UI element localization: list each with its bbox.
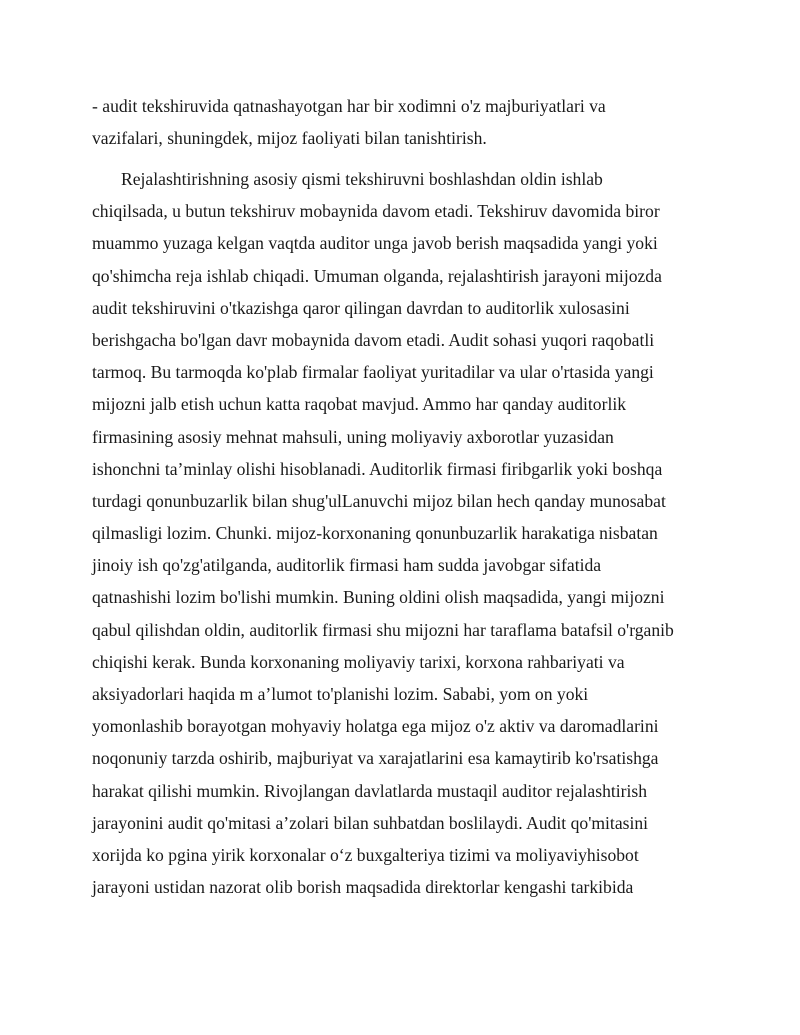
text-line: mijozni jalb etish uchun katta raqobat mavjud. Ammo har qanday auditorlik: [92, 394, 627, 415]
text-line: harakat qilishi mumkin. Rivojlangan davlatlarda mustaqil auditor rejalashtirish: [92, 780, 648, 801]
text-line: firmasining asosiy mehnat mahsuli, uning moliyaviy axborotlar yuzasidan: [92, 426, 614, 447]
text-line: qatnashishi lozim bo'lishi mumkin. Buning oldini olish maqsadida, yangi mijozni: [92, 587, 665, 608]
text-line: xorijda ko pgina yirik korxonalar o‘z buxgalteriya tizimi va moliyaviyhisobot: [92, 844, 639, 865]
paragraph-planning: [92, 163, 712, 903]
text-line: Rejalashtirishning asosiy qismi tekshiruvni boshlashdan oldin ishlab: [121, 169, 603, 189]
text-line: qo'shimcha reja ishlab chiqadi. Umuman olganda, rejalashtirish jarayoni mijozda: [92, 265, 662, 286]
text-line: ishonchni ta’minlay olishi hisoblanadi. Auditorlik firmasi firibgarlik yoki boshqa: [92, 458, 663, 479]
text-line: berishgacha bo'lgan davr mobaynida davom etadi. Audit sohasi yuqori raqobatli: [92, 329, 655, 350]
text-line: audit tekshiruvini o'tkazishga qaror qilingan davrdan to auditorlik xulosasini: [92, 297, 630, 318]
text-line: vazifalari, shuningdek, mijoz faoliyati bilan tanishtirish.: [92, 128, 487, 149]
text-line: jarayonini audit qo'mitasi a’zolari bilan suhbatdan boslilaydi. Audit qo'mitasini: [92, 812, 649, 833]
text-line: chiqilsada, u butun tekshiruv mobaynida davom etadi. Tekshiruv davomida biror: [92, 201, 660, 222]
text-line: tarmoq. Bu tarmoqda ko'plab firmalar faoliyat yuritadilar va ular o'rtasida yangi: [92, 362, 654, 383]
text-line: muammo yuzaga kelgan vaqtda auditor unga javob berish maqsadida yangi yoki: [92, 233, 658, 254]
text-line: jarayoni ustidan nazorat olib borish maqsadida direktorlar kengashi tarkibida: [92, 877, 634, 898]
text-line: noqonuniy tarzda oshirib, majburiyat va xarajatlarini esa kamaytirib ko'rsatishga: [92, 748, 659, 769]
text-line: aksiyadorlari haqida m a’lumot to'planishi lozim. Sababi, yom on yoki: [92, 684, 589, 704]
paragraph-intro: [92, 90, 712, 154]
text-line: - audit tekshiruvida qatnashayotgan har bir xodimni o'z majburiyatlari va: [92, 96, 606, 116]
text-line: qilmasligi lozim. Chunki. mijoz-korxonaning qonunbuzarlik harakatiga nisbatan: [92, 523, 658, 544]
text-line: yomonlashib borayotgan mohyaviy holatga ega mijoz o'z aktiv va daromadlarini: [92, 716, 659, 737]
text-line: jinoiy ish qo'zg'atilganda, auditorlik firmasi ham sudda javobgar sifatida: [92, 555, 602, 576]
text-line: chiqishi kerak. Bunda korxonaning moliyaviy tarixi, korxona rahbariyati va: [92, 651, 625, 672]
text-line: turdagi qonunbuzarlik bilan shug'ulLanuvchi mijoz bilan hech qanday munosabat: [92, 490, 666, 511]
text-line: qabul qilishdan oldin, auditorlik firmasi shu mijozni har taraflama batafsil o'rganib: [92, 619, 674, 640]
